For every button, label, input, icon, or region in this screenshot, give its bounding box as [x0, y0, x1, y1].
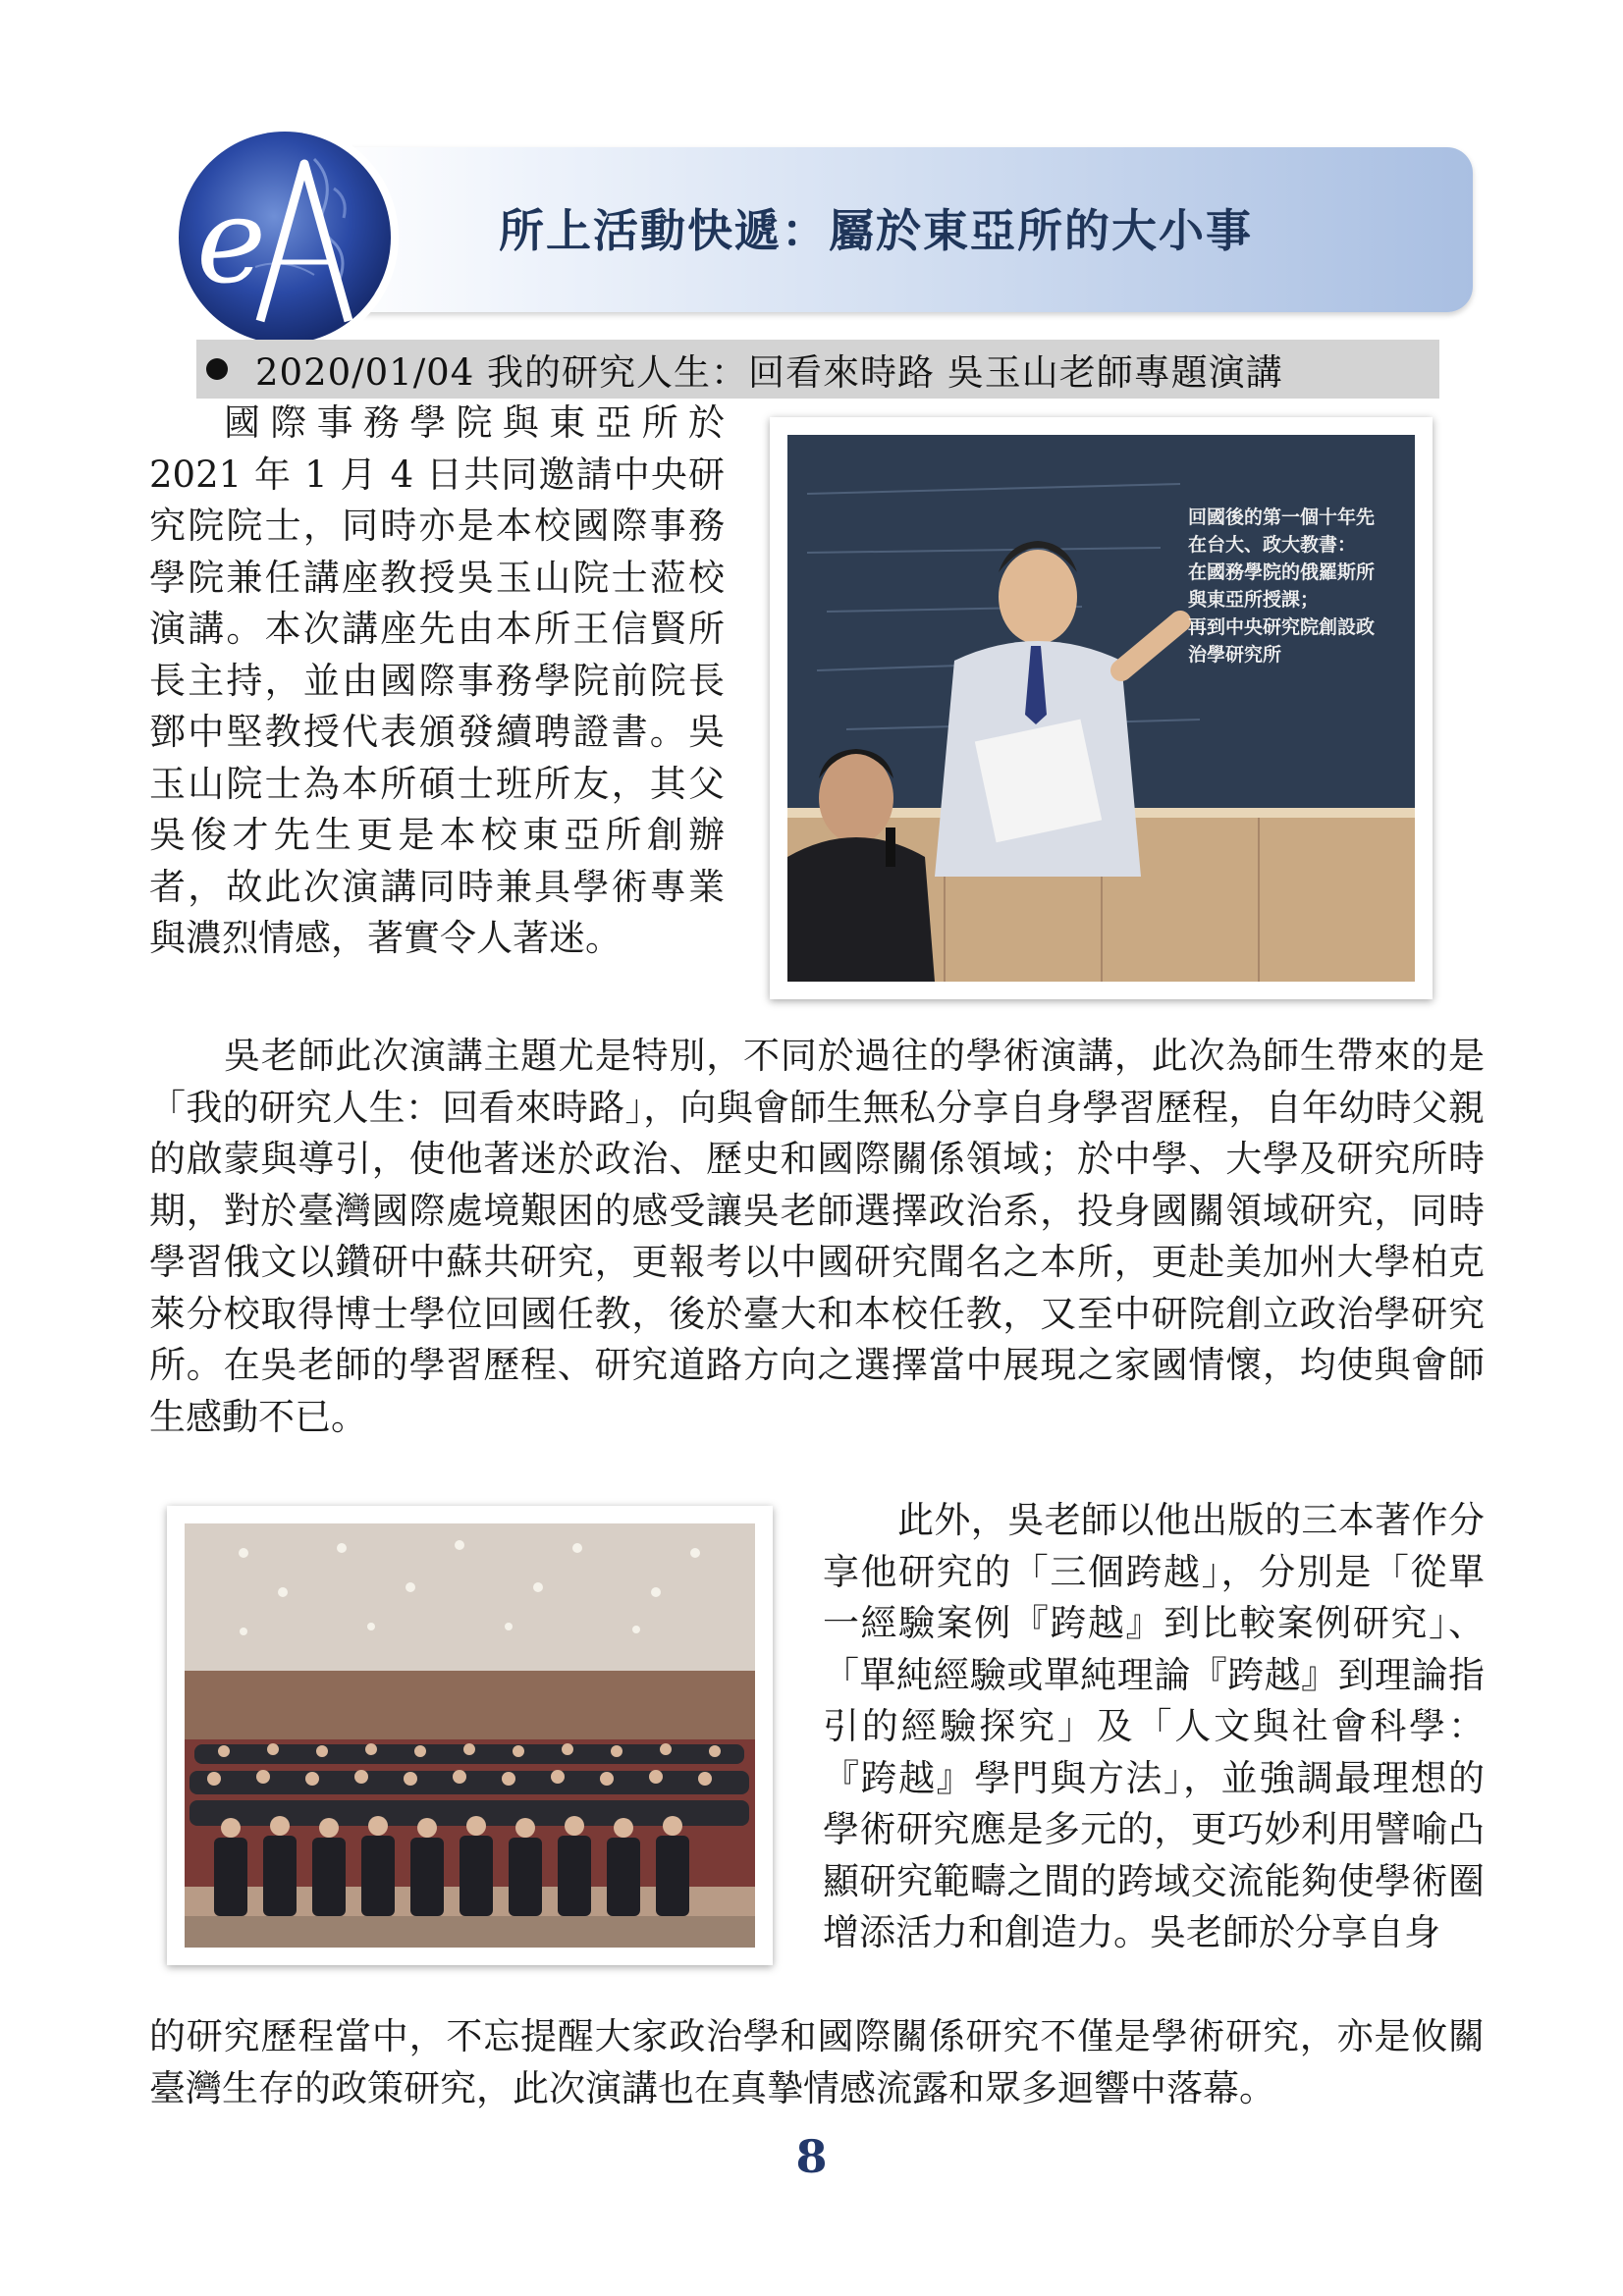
slide-line-2: 在台大、政大教書：: [1188, 534, 1357, 556]
article-paragraph-4: 的研究歷程當中，不忘提醒大家政治學和國際關係研究不僅是學術研究，亦是攸關臺灣生存的政策研究，此次演講也在真摯情感流露和眾多迴響中落幕。: [149, 2015, 1485, 2109]
page-title: 所上活動快遞：屬於東亞所的大小事: [499, 204, 1253, 257]
section-title: 2020/01/04 我的研究人生：回看來時路 吳玉山老師專題演講: [255, 351, 1283, 394]
svg-text:e: e: [196, 174, 267, 310]
slide-line-6: 治學研究所: [1188, 644, 1282, 666]
photo-lecture: [770, 417, 1433, 999]
photo-group: [167, 1506, 773, 1965]
section-heading: [196, 340, 1439, 399]
slide-line-1: 回國後的第一個十年先: [1188, 507, 1376, 528]
ea-institute-logo-icon: [167, 120, 403, 355]
lecture-photo: [787, 435, 1415, 982]
slide-line-5: 再到中央研究院創設政: [1188, 616, 1376, 638]
article-paragraph-2: 吳老師此次演講主題尤是特別，不同於過往的學術演講，此次為師生帶來的是「我的研究人生：回看來時路」，向與會師生無私分享自身學習歷程，自年幼時父親的啟蒙與導引，使他著迷於政治、歷史和國際關係領域；於中學、大學及研究所時期，對於臺灣國際處境艱困的感受讓吳老師選擇政治系，投身國關領域研究，同時學習俄文以鑽研中蘇共研究，更報考以中國研究聞名之本所，更赴美加州大學柏克萊分校取得博士學位回國任教，後於臺大和本校任教，又至中研院創立政治學研究所。在吳老師的學習歷程、研究道路方向之選擇當中展現之家國情懷，均使與會師生感動不已。: [149, 1035, 1485, 1438]
article-paragraph-1: 國際事務學院與東亞所於 2021 年 1 月 4 日共同邀請中央研究院院士，同時亦是本校國際事務學院兼任講座教授吳玉山院士蒞校演講。本次講座先由本所王信賢所長主持，並由國際事務學院前院長鄧中堅教授代表頒發續聘證書。吳玉山院士為本所碩士班所友，其父吳俊才先生更是本校東亞所創辦者，故此次演講同時兼具學術專業與濃烈情感，著實令人著迷。: [149, 401, 725, 959]
bullet-icon: [206, 358, 228, 380]
slide-line-4: 與東亞所授課；: [1188, 589, 1320, 611]
group-photo: [185, 1523, 755, 1948]
slide-line-3: 在國務學院的俄羅斯所: [1188, 561, 1376, 583]
article-paragraph-3: 此外，吳老師以他出版的三本著作分享他研究的「三個跨越」，分別是「從單一經驗案例『跨越』到比較案例研究」、「單純經驗或單純理論『跨越』到理論指引的經驗探究」及「人文與社會科學：『跨越』學門與方法」，並強調最理想的學術研究應是多元的，更巧妙利用譬喻凸顯研究範疇之間的跨域交流能夠使學術圈增添活力和創造力。吳老師於分享自身: [823, 1499, 1485, 1953]
page-number: 8: [795, 2130, 828, 2183]
